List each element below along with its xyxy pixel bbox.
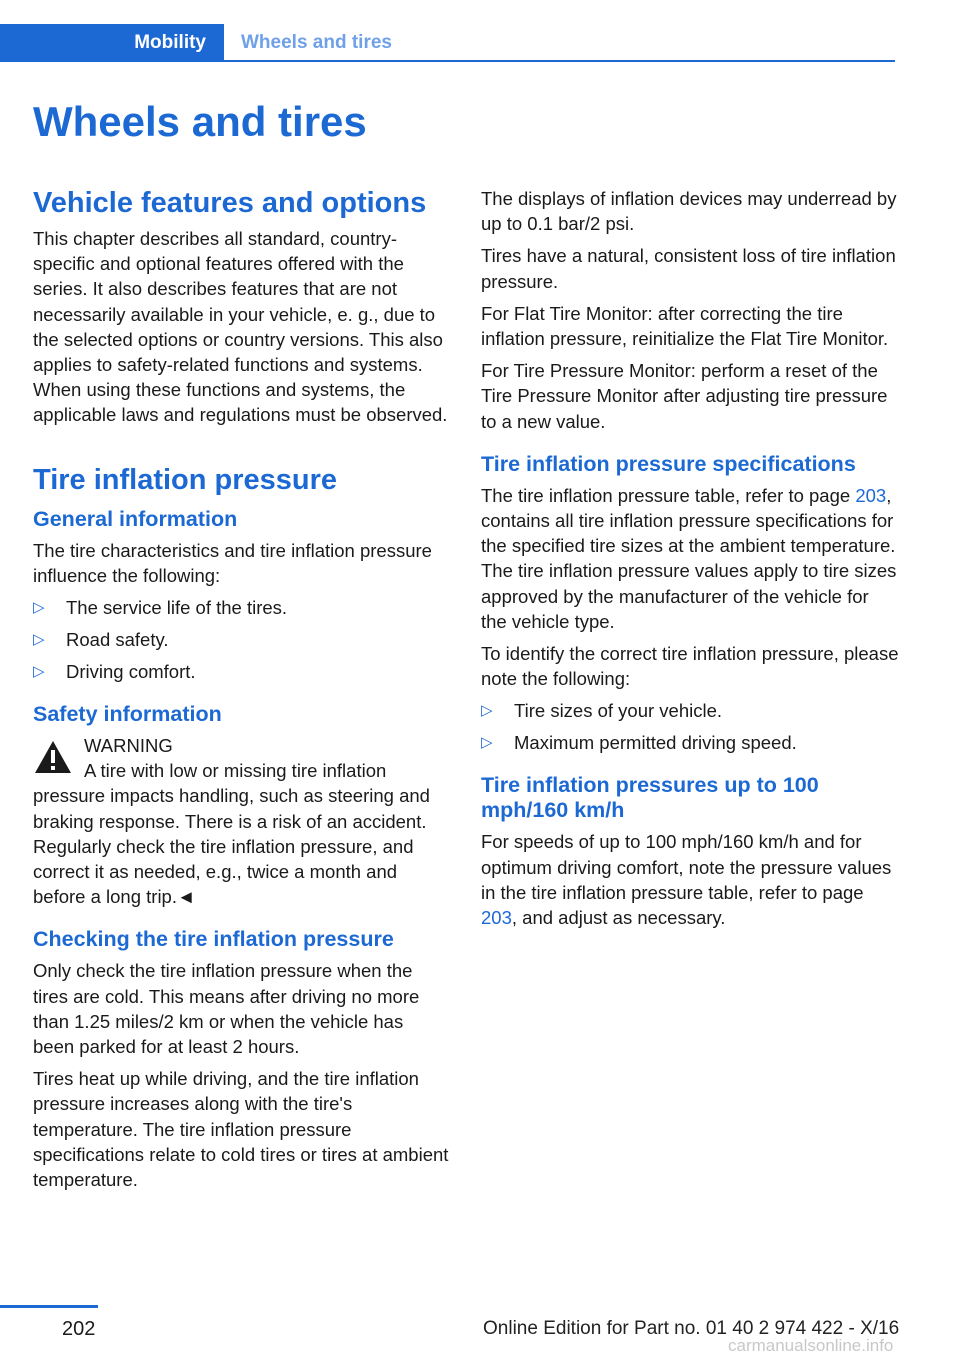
list-item: ▷ Tire sizes of your vehicle.	[481, 700, 723, 722]
paragraph-checking-2: Tires heat up while driving, and the tire inflation pressure increases along with the tire's temperature. The tire inflation pressure specifications relate to cold tires or tires at ambient temperature.	[33, 1068, 449, 1191]
section-tab-label: Wheels and tires	[241, 32, 392, 53]
paragraph-general-information: The tire characteristics and tire inflation pressure influence the following:	[33, 539, 432, 586]
page-number: 202	[62, 1318, 96, 1340]
warning-text: A tire with low or missing tire inflation pressure impacts handling, such as steering and braking response. There is a risk of an accident. Regularly check the tire inflation pressure, and correct it as needed, e.g., twice a month and before a long trip.◄	[33, 760, 430, 908]
paragraph-specifications: The tire inflation pressure table, refer to page 203, contains all tire inflation pressure specifications for the specified tire sizes at the ambient temperature. The tire inflation pressure values apply to tire sizes approved by the manufacturer of the vehicle for the vehicle type.	[481, 484, 897, 632]
right-column	[481, 186, 899, 937]
left-column	[33, 186, 449, 1199]
triangle-bullet-icon: ▷	[33, 631, 45, 649]
heading-pressures-up-to-100: Tire inflation pressures up to 100 mph/160 km/h	[481, 773, 819, 823]
list-item: ▷ Maximum permitted driving speed.	[481, 732, 797, 754]
list-item: ▷ The service life of the tires.	[33, 597, 288, 619]
list-item: ▷ Driving comfort.	[33, 661, 196, 683]
paragraph-flat-tire-monitor: For Flat Tire Monitor: after correcting the tire inflation pressure, reinitialize the Flat Tire Monitor.	[481, 302, 889, 350]
paragraph-vehicle-features: This chapter describes all standard, country-specific and optional features offered with the series. It also describes features that are not necessarily available in your vehicle, e. g., due to the selected options or country versions. This also applies to safety-related functions and systems. When using these functions and systems, the applicable laws and regulations must be observed.	[33, 228, 448, 426]
page-link-203[interactable]: 203	[855, 484, 887, 506]
paragraph-underread: The displays of inflation devices may underread by up to 0.1 bar/2 psi.	[481, 188, 897, 235]
page-title: Wheels and tires	[33, 98, 367, 145]
chapter-tab-label: Mobility	[134, 32, 206, 53]
section-tab-wheels-and-tires[interactable]	[241, 24, 392, 62]
paragraph-checking-1: Only check the tire inflation pressure when the tires are cold. This means after driving no more than 1.25 miles/2 km or when the vehicle has been parked for at least 2 hours.	[33, 960, 420, 1058]
watermark: carmanualsonline.info	[728, 1336, 894, 1355]
warning-label: WARNING	[84, 735, 173, 757]
list-item: ▷ Road safety.	[33, 629, 169, 651]
heading-tire-inflation-pressure: Tire inflation pressure	[33, 463, 338, 496]
warning-box	[33, 733, 449, 909]
footer-edition: Online Edition for Part no. 01 40 2 974 422 - X/16	[483, 1318, 900, 1339]
triangle-bullet-icon: ▷	[481, 734, 493, 752]
header-rule	[224, 60, 895, 62]
heading-safety-information: Safety information	[33, 702, 222, 727]
page-link-203[interactable]: 203	[481, 907, 512, 929]
paragraph-natural-loss: Tires have a natural, consistent loss of tire inflation pressure.	[481, 245, 896, 292]
heading-checking-pressure: Checking the tire inflation pressure	[33, 927, 394, 952]
chapter-tab-mobility[interactable]	[0, 24, 224, 62]
warning-triangle-icon	[33, 739, 73, 775]
general-information-list	[33, 595, 449, 684]
heading-general-information: General information	[33, 506, 238, 531]
heading-vehicle-features: Vehicle features and options	[33, 187, 427, 219]
paragraph-tire-pressure-monitor: For Tire Pressure Monitor: perform a reset of the Tire Pressure Monitor after adjusting tire pressure to a new value.	[481, 360, 888, 432]
paragraph-pressures-up-to-100: For speeds of up to 100 mph/160 km/h and for optimum driving comfort, note the pressure values in the tire inflation pressure table, refer to page 203, and adjust as necessary.	[481, 831, 892, 929]
triangle-bullet-icon: ▷	[33, 663, 45, 681]
paragraph-identify: To identify the correct tire inflation pressure, please note the following:	[481, 643, 899, 690]
triangle-bullet-icon: ▷	[33, 599, 45, 617]
triangle-bullet-icon: ▷	[481, 702, 493, 720]
heading-specifications: Tire inflation pressure specifications	[481, 451, 856, 476]
identify-list	[481, 698, 899, 755]
footer-rule	[0, 1305, 98, 1308]
